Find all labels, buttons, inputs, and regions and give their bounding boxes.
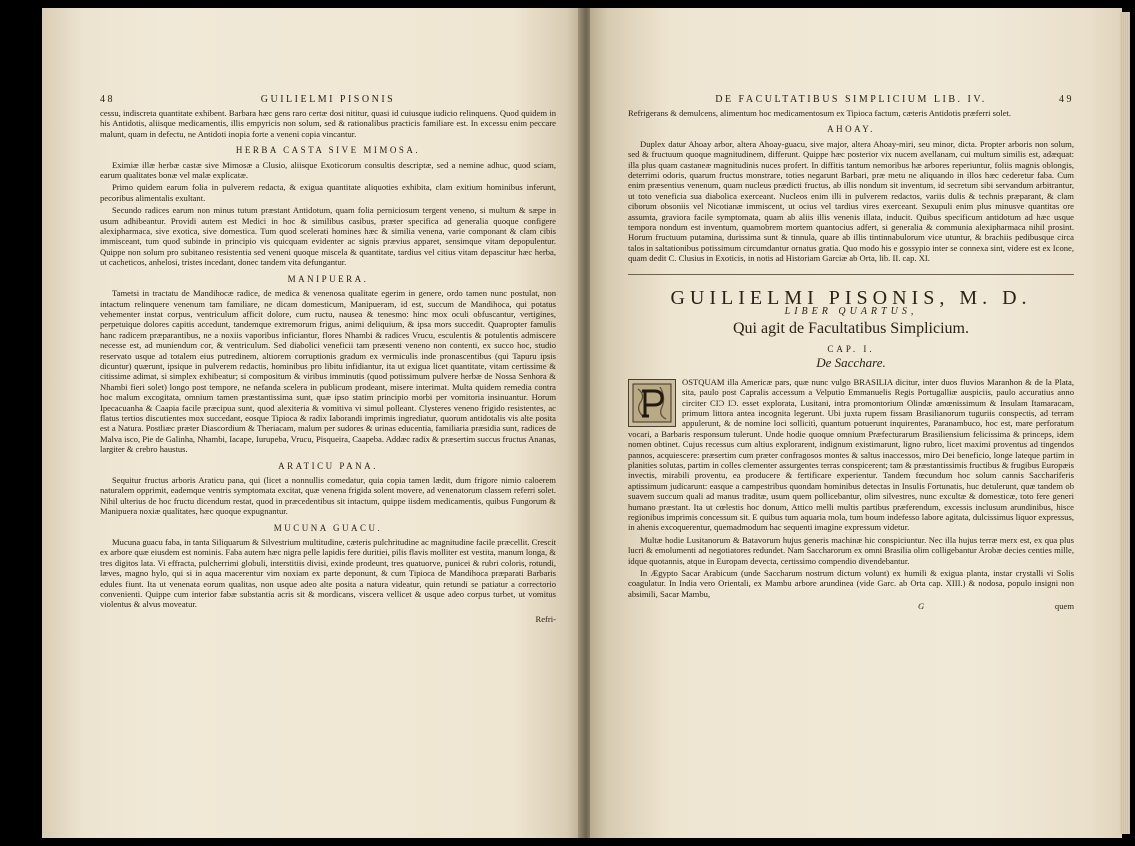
right-page-body (628, 108, 1074, 613)
herba-casta-paragraph: Secundo radices earum non minus tutum præstant Antidotum, quam folia perniciosum tergent veneno, si multum & sæpe in usum adhibeantur. Providi autem est Medici in hoc & similibus casibus, præter specifica ad generalia quoque configere alexipharmaca, sive exotica, sive domestica. Tum quod scelerati homines hæc & similia venena, varie componant & clam cibis immisceant, tum quod subinde in principio vis quicquam evidenter ac signis prævius apparet, sensimque vitam depopulentur. Quippe non solum pro subitaneo resistentia sed veneni quoque miscela & quantitate, tardius vel citius vitam depascitur hæc herba, ut cacheticos, anhelosi, tristes incedant, donec tandem vita defungantur. (100, 205, 556, 268)
chapter-title: De Sacchare. (816, 355, 886, 371)
left-running-head (100, 94, 556, 105)
right-page (590, 8, 1122, 838)
section-heading-ahoay: AHOAY. (827, 124, 875, 135)
book-title-liber: LIBER QUARTUS, (784, 306, 918, 318)
left-catchword: Refri- (535, 613, 556, 624)
right-page-edges (1120, 12, 1130, 834)
herba-casta-paragraph: Primo quidem earum folia in pulverem redacta, & exigua quantitate aliquoties exhibita, clam exitium hominibus inferunt, pecoribus alimentalis exultant. (100, 182, 556, 203)
ornamental-initial-p (628, 379, 676, 427)
ahoay-paragraph: Duplex datur Ahoay arbor, altera Ahoay-guacu, sive major, altera Ahoay-miri, seu minor, dicta. Propter arboris non solum, sed & fructuum quoque magnitudinem, differunt. Quippe hæc posterior vix nucem avellanam, cui multum similis est, adæquat: illa plus quam castaneæ magnitudinis nuces profert. In diffitis tantum nemoribus hæ arbores reperiuntur, foliis magnis oblongis, deterrimi odoris, quarum fructus monstrare, toties negarunt Barbari, præ metu ne aliquando in illos hæc cederetur faba. Cum enim præsentius venenum, quam nucleus prædicti fructus, ab illis nondum sit inventum, id secretum sibi servandum arbitrantur, ut toto veneficia sua diabolica exerceant. Nucleos enim illi in pulverem redactos, variis dulis & technis præparant, & clam ciborum obsoniis vel Nicotianæ immiscent, ut ocius vel tardius vires exerceant. Sexupuli enim plus minusve quantitas ore assumta, graviora facile symptomata, quam ab aliis illis venenis illata, inducit. Quibus specificum antidotum ad hæc usque tempora nondum est inventum, quamobrem mortem quantocius adfert, si generalia & communia alexipharmaca nihil prosint. Horum fructuum putamina, durissima sunt & tinnula, quare ab illis tintinnabulorum vice utuntur, & brachiis pedibusque circa talos in saltationibus potissimum circumdantur ornatus gratia. Quo modo his e gossypio inter se connexa sint, videre est ex Icone, quam dedit C. Clusius in Exoticis, in notis ad Historiam Garciæ ab Orta, lib. II. cap. XI. (628, 138, 1074, 264)
section-heading-manipuera: MANIPUERA. (287, 273, 369, 284)
section-heading-araticu-pana: ARATICU PANA. (278, 460, 378, 471)
left-running-title: GUILIELMI PISONIS (260, 94, 396, 105)
chapter-paragraph: Multæ hodie Lusitanorum & Batavorum hujus generis machinæ hic conspiciuntur. Nec illa hujus terræ merx est, ex qua plus lucri & emolumenti ad negotiatores redundet. Nam Saccharorum ex omni Brasilia olim colligebantur Arobæ decies centies mille, idque quotannis, atque in Europam devecta, certissimo compendio divendebantur. (628, 534, 1074, 566)
book-subtitle: Qui agit de Facultatibus Simplicium. (733, 319, 969, 337)
open-book (42, 8, 1122, 838)
chapter-paragraph: OSTQUAM illa Americæ pars, quæ nunc vulgo BRASILIA dicitur, inter duos fluvios Maranhon & de la Plata, sita, paulo post Capralis accessum a Velputio Emmanuelis Regis Portugalliæ auspiciis, paulo accuratius anno circiter CIƆ IƆ. esset explorata, Lusitani, intra promontorium Olindæ amœnissimum & Insulam Itamaracam, primum littora antea incognita legerunt. Ubi juxta rupem fissam Brasilianorum tuguriis conspectis, ad terram appulerunt, & de nomine loci sollicitì, quantum potuerunt inquirentes, Paranambuco, hoc est, mare perforatum vocari, a Barbaris responsum tulerunt. Unde hodie quoque omnium Præfecturarum Brasiliensium felicissima & princeps, idem nomen obtinet. Cujus recessus cum altius explorarent, indignum existimarunt, ligno rubro, licet maximi proventus ad tingendos pannos, acquiescere: præsertim cum præter confragosos montes & saltus inaccessos, miro Dei beneficio, longe lateque partim in planities solutas, partim in colles clementer assurgentes terras conspicerent; tam & præstantissimis fructibus & frugibus Europæis invectis, mirabili proventu, ea producere & fertificare experientur. Tandem fœcundum hoc solum cannis Sacchariferis aptissimum judicarunt: easque a campestribus quondam hominibus detectas in Insulis Fortunatis, huc detulerunt, quæ tandem ob suavem succum quali ad manus traditæ, usum quem pollicebantur, olim silvestres, nunc excultæ & domesticæ, toto fere generi humano præstant. Ita ut cœlestis hoc donum, Attico melli multis partibus præferendum, excessis inclusum arundinibus, hisce regionibus imprimis concessum sit. E quibus tum aquaria mola, tum boum indefesso labore agitata, dulcissimus liquor expressus, in ahenis excoquerentur, quemadmodum hac sequenti imagine expressum videtur. (628, 376, 1074, 533)
section-heading-herba-casta: HERBA CASTA SIVE MIMOSA. (235, 145, 421, 156)
left-intro-paragraph: cessu, indiscreta quantitate exhibent. Barbara hæc gens raro certæ dosi nititur, quasi id cuiusque iudicio relinquens. Quod quidem in his Antidotis, aliisque medicamentis, illis empyricis non solum, sed & rationalibus practicis familiare est. In excessu enim peccare malunt, quam in defectu, ne Antidoti inopia forte a veneni copia vincantur. (100, 108, 556, 139)
title-rule (628, 274, 1074, 275)
left-page-body (100, 108, 556, 624)
right-running-title: DE FACULTATIBUS SIMPLICIUM LIB. IV. (715, 94, 987, 105)
right-top-paragraph: Refrigerans & demulcens, alimentum hoc medicamentosum ex Tipioca factum, cæteris Antidotis præferri solet. (628, 108, 1012, 118)
left-page-number: 48 (100, 94, 115, 105)
araticu-pana-paragraph: Sequitur fructus arboris Araticu pana, qui (licet a nonnullis comedatur, quia copia tamen lædit, dum frigore nimio caloerem naturalem opprimit, eademque ventris symptomata excitat, quæ venena frigida solent movere, ad venenatorum classem referri solet. Nihil ulterius de hoc fructu dicendum restat, quod in præcedentibus sit intactum, quippe iisdem medicamentis, quibus Fungorum & Manipuera noxiæ qualitates, hæc quoque expugnantur. (100, 475, 556, 517)
herba-casta-paragraph: Eximiæ illæ herbæ castæ sive Mimosæ a Clusio, aliisque Exoticorum consultis descriptæ, sed a nemine adhuc, quod sciam, earum qualitates bonæ vel malæ explicatæ. (100, 159, 556, 181)
right-page-footer (628, 601, 1074, 613)
right-catchword: quem (1054, 601, 1074, 612)
signature-mark: G (918, 601, 925, 612)
book-title-author: GUILIELMI PISONIS, M. D. (670, 286, 1032, 309)
manipuera-paragraph: Tametsi in tractatu de Mandihocæ radice, de medica & venenosa qualitate egerim in genere, ordo tamen nunc postulat, non intactum relinquere venenum tam familiare, ne dicam domesticum, Manipueram, id est, succum de Mandihoca, qui potatus vehementer instat corpus, ventriculum afficit dolore, cum ructu, nausea & tenesmo: hinc mox oculi obfuscantur, vertigines, perpetuique dolores capitis accedunt, tandemque extremorum frigus, animi deliquium, & ipsa mors succedit. Quapropter famulis hanc radicem præparantibus, ne a noxiis vaporibus inficiantur, flores Nhambi & radices Vrucu, esculentis & potulentis admiscere necesse est, ad muniendum cor, & ventriculum. Sed diabolici veneficii tam præsenti veneno non contenti, ex succo hoc, studio reservato usque ad totalem eius putredinem, altiorem corruptionis gradum ex vermiculis inde pronascentibus (qui Tapuru ipsis dicuntur) quærunt, ipsique in pulverem redactis, hominibus pro libitu infidiantur, ita ut exigua licet quantitate, vitam certissime & citissime adimat, si simplex exhibeatur; si compositum & viribus imminutis (quod potissimum pulvere herbæ de Nossa Senhora & Nhambi fieri solet) longo post tempore, ne nefanda scelera in publicum prodeant, misere interimat. Multa quidem remedia contra hoc malum excogitata, omnium tamen præstantissima sunt, quæ ipso statim principio morbi per vomitoria insinuantur. Horum Ipecacuanha & Caapia facile præcipua sunt, quod alexiteria & vomitiva vi simul polleant. Clysteres veneno frigido resistentes, ac flatus tertios discutientes mox succedant, eosque Tipioca & radix Iaborandi imprimis ingrediatur, quorum antidotalis vis alte posita est a Natura. Postliæc præter Diascordium & Theriacam, malum per sudores & urinas educentia, familiaria præsidia sunt, radices de Malva isco, Pie de Galinha, Nhambi, Iacape, Iurupeba, Vrucu, Pisqueira, Caapeba. Addæc radix & præsertim succus fructus Ananas, largiter & crebro haustus. (100, 288, 556, 455)
section-heading-mucuna-guacu: MUCUNA GUACU. (273, 522, 383, 533)
left-page (42, 8, 582, 838)
chapter-number: CAP. I. (827, 343, 875, 354)
right-page-number: 49 (1059, 94, 1074, 105)
chapter-paragraph: In Ægypto Sacar Arabicum (unde Saccharum nostrum dictum volunt) ex humili & exigua planta, instar crystalli vi Solis coagulatur. In India vero Orientali, ex Mambu arbore arundinea (vide Garc. ab Orta cap. XIII.) & nodosa, populo insigni non absimili, Sacar Mambu, (628, 568, 1074, 599)
mucuna-guacu-paragraph: Mucuna guacu faba, in tanta Siliquarum & Silvestrium multitudine, cæteris pulchritudine ac magnitudine facile præcellit. Crescit ex arbore quæ eiusdem est nominis. Faba autem hæc nigra pelle lapidis fere duritiei, pilis flavis molliter est vestita, manum longa, & tres digitos lata. Vi effracta, pulcherrimi globuli, interstitiis divisi, exinde prodeunt, tres quatuorve, punicei & rubri coloris, rotundi, læves, magno hylo, qui si in aqua macerentur vim noxiam ex parte deponunt, & cum Tipioca de Mandihoca præparati Barbaris edules fiunt. Ita ut venenata eorum qualitas, non usque adeo alte posita a natura videatur, quin retundi se patiatur a correctorio convenienti. Quippe cum interior fabæ substantia acris sit & mordicans, viscera vellicet & usque adeo corpus turbet, ut vomitus violentus & alvus moveatur. (100, 537, 556, 610)
right-running-head (628, 94, 1074, 105)
initial-p-glyph (632, 383, 672, 423)
